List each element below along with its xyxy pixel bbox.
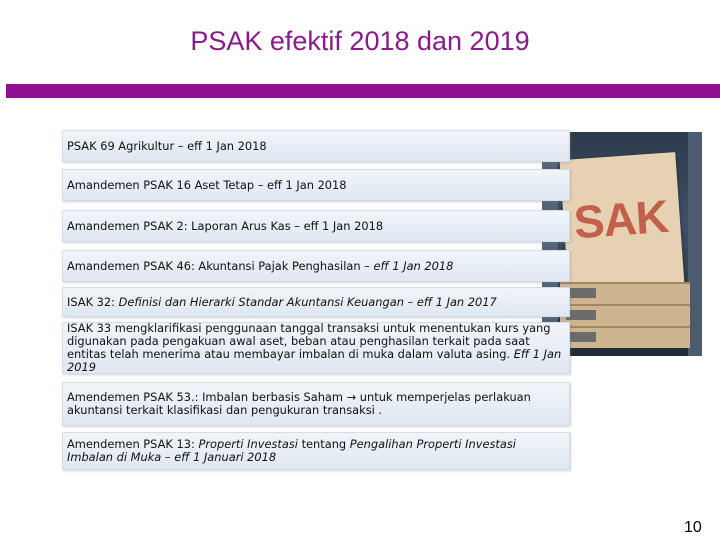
item-text [67, 438, 565, 464]
list-item [62, 432, 570, 470]
slide-title: PSAK efektif 2018 dan 2019 [190, 26, 530, 56]
book-spine-2 [560, 304, 690, 326]
title-divider [0, 84, 720, 98]
item-text-italic: Eff 1 Jan 2019 [67, 347, 562, 374]
item-text-italic: eff 1 Jan 2018 [373, 258, 454, 273]
list-item [62, 322, 570, 374]
book-cover [559, 152, 684, 294]
item-text-normal: Amandemen PSAK 46: Akuntansi Pajak Penghasilan – [67, 258, 374, 273]
spine-band [566, 332, 596, 342]
spine-band [566, 288, 596, 298]
item-text-italic: Pengalihan Properti Investasi Imbalan di Muka – eff 1 Januari 2018 [67, 437, 516, 464]
spine-band [566, 310, 596, 320]
item-text: Amandemen PSAK 2: Laporan Arus Kas – eff 1 Jan 2018 [67, 218, 384, 233]
cover-title: SAK [572, 189, 670, 249]
shelf-right [688, 132, 702, 356]
title-divider-cap [0, 84, 6, 98]
book-spine-3 [560, 326, 690, 348]
item-text-normal: ISAK 33 mengklarifikasi penggunaan tanggal transaksi untuk menentukan kurs yang digunakan pada pengakuan awal aset, beban atau penghasilan terkait pada saat entitas telah menerima atau membayar imbalan di muka dalam valuta asing. [67, 321, 551, 361]
list-item [62, 382, 570, 426]
item-text [67, 260, 453, 273]
item-text-italic: Properti Investasi [198, 437, 302, 451]
item-text: PSAK 69 Agrikultur – eff 1 Jan 2018 [67, 138, 267, 153]
page-number: 10 [684, 519, 702, 536]
list-item [62, 130, 570, 162]
list-item [62, 250, 570, 282]
item-text: Amendemen PSAK 53.: Imbalan berbasis Saham → untuk memperjelas perlakuan akuntansi terkait klasifikasi dan pengukuran transaksi . [67, 390, 531, 417]
book-spine-1 [560, 282, 690, 304]
list-item [62, 210, 570, 242]
item-text-normal: ISAK 32: [67, 294, 119, 309]
list-item [62, 287, 570, 317]
item-text-normal: tentang [301, 437, 350, 451]
item-text-normal: Amendemen PSAK 13: [67, 437, 199, 451]
item-text [67, 322, 565, 374]
list-item [62, 169, 570, 201]
item-text: Amandemen PSAK 16 Aset Tetap – eff 1 Jan 2018 [67, 177, 347, 192]
item-text [67, 296, 497, 309]
item-text-italic: Definisi dan Hierarki Standar Akuntansi Keuangan – eff 1 Jan 2017 [118, 294, 497, 309]
